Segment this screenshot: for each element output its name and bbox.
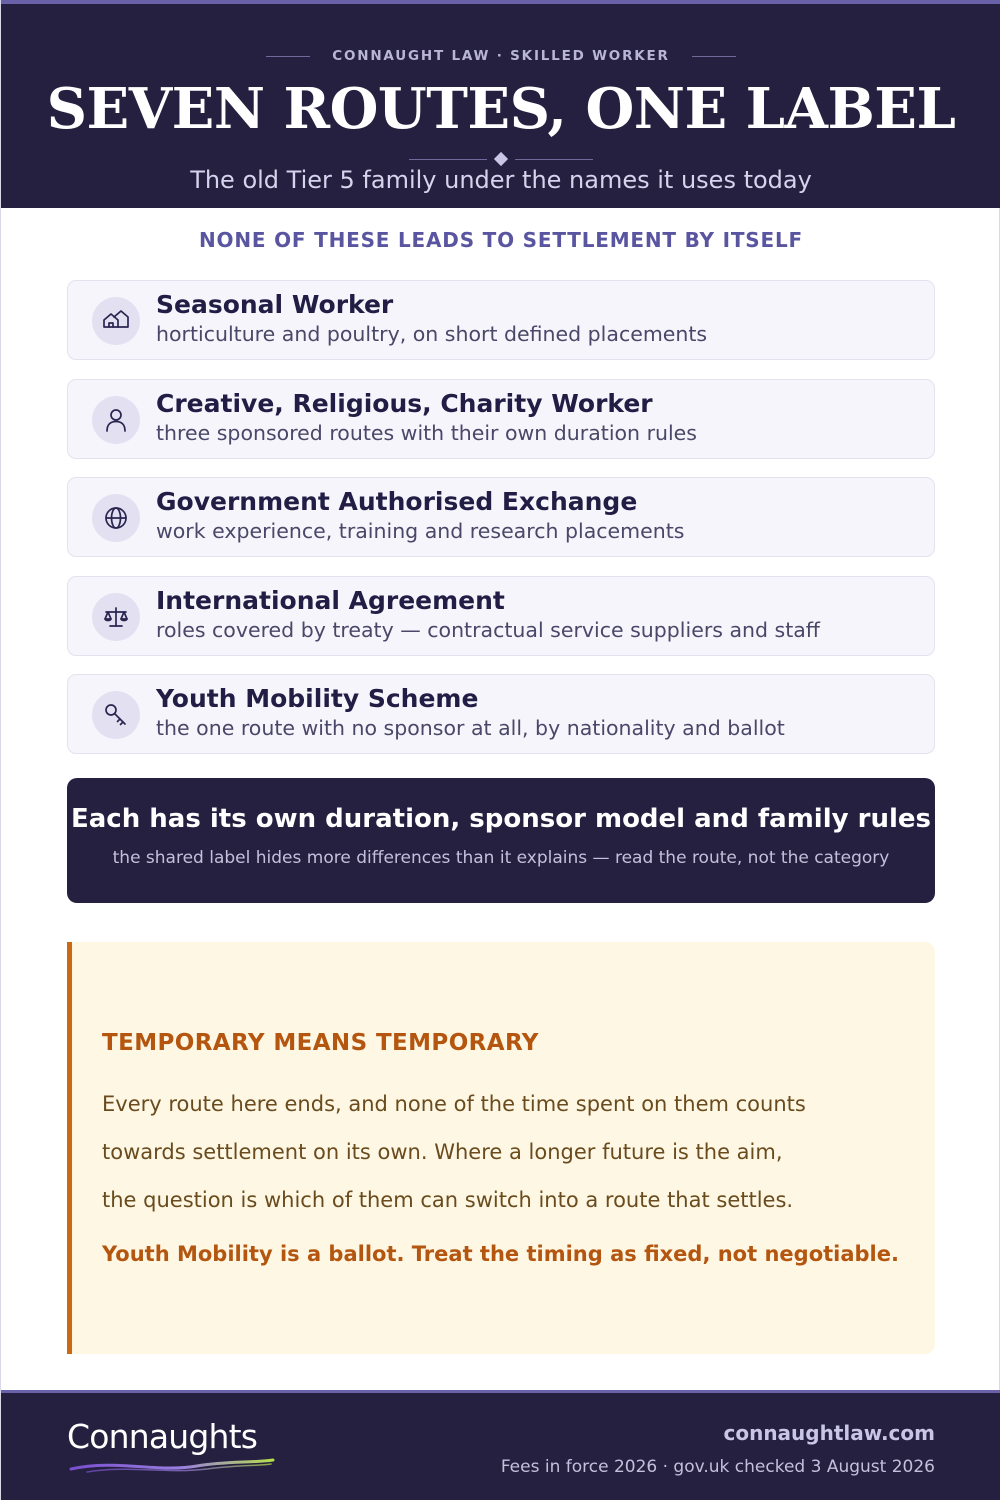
globe-icon — [92, 494, 140, 542]
page-subtitle: The old Tier 5 family under the names it uses today — [190, 166, 812, 194]
website-link[interactable]: connaughtlaw.com — [723, 1421, 935, 1445]
route-title: International Agreement — [156, 585, 505, 615]
route-title: Seasonal Worker — [156, 290, 394, 319]
route-description: three sponsored routes with their own duration rules — [156, 420, 697, 445]
diamond-icon — [494, 152, 508, 166]
route-list — [67, 280, 935, 773]
section-label: NONE OF THESE LEADS TO SETTLEMENT BY ITSELF — [199, 228, 803, 252]
page-title: SEVEN ROUTES, ONE LABEL — [46, 76, 956, 142]
route-card-youth-mobility-scheme — [67, 674, 935, 754]
route-description: the one route with no sponsor at all, by nationality and ballot — [156, 716, 785, 740]
note-body-line: the question is which of them can switch into a route that settles. — [102, 1188, 794, 1212]
note-body-line: Every route here ends, and none of the time spent on them counts — [102, 1092, 806, 1116]
note-body — [102, 1080, 882, 1224]
note-title: TEMPORARY MEANS TEMPORARY — [102, 1030, 539, 1056]
eyebrow-rule-left — [266, 56, 310, 57]
route-card-government-authorised-exchange — [67, 477, 935, 557]
eyebrow-text: CONNAUGHT LAW · SKILLED WORKER — [332, 48, 670, 64]
scales-icon — [92, 593, 140, 641]
temporary-note-box — [67, 942, 935, 1354]
footer-meta: Fees in force 2026 · gov.uk checked 3 August 2026 — [500, 1457, 935, 1477]
person-icon — [92, 396, 140, 444]
route-card-creative-religious-charity — [67, 379, 935, 459]
connaughts-logo — [67, 1417, 287, 1477]
header-banner — [1, 0, 1000, 208]
note-body-line: towards settlement on its own. Where a longer future is the aim, — [102, 1140, 783, 1164]
logo-swoosh-icon — [67, 1457, 277, 1475]
route-title: Creative, Religious, Charity Worker — [156, 388, 653, 418]
title-divider — [409, 154, 593, 164]
note-emphasis: Youth Mobility is a ballot. Treat the timing as fixed, not negotiable. — [102, 1242, 899, 1266]
house-icon — [92, 297, 140, 345]
route-title: Government Authorised Exchange — [156, 487, 638, 516]
summary-callout — [67, 778, 935, 903]
route-description: roles covered by treaty — contractual service suppliers and staff — [156, 617, 820, 642]
callout-subtitle: the shared label hides more differences than it explains — read the route, not the category — [112, 848, 890, 868]
key-icon — [92, 691, 140, 739]
route-card-international-agreement — [67, 576, 935, 656]
route-description: horticulture and poultry, on short defined placements — [156, 322, 708, 346]
route-card-seasonal-worker — [67, 280, 935, 360]
route-description: work experience, training and research placements — [156, 519, 685, 543]
callout-title: Each has its own duration, sponsor model and family rules — [71, 804, 931, 834]
eyebrow-rule-right — [692, 56, 736, 57]
logo-wordmark: Connaughts — [67, 1417, 258, 1456]
footer-bar — [1, 1390, 1000, 1500]
route-title: Youth Mobility Scheme — [156, 684, 479, 713]
eyebrow-row — [1, 48, 1000, 64]
